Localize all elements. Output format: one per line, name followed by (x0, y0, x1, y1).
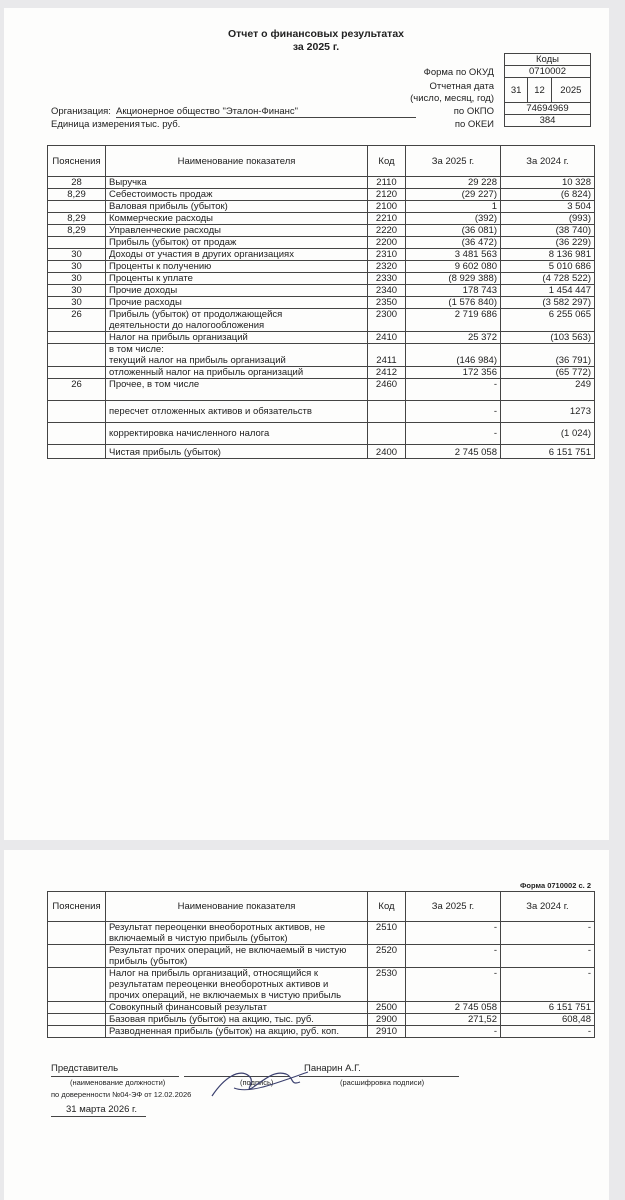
table-row: в том числе: текущий налог на прибыль организаций 2411 (146 984) (36 791) (48, 344, 595, 367)
codes-table (504, 53, 591, 127)
okpo-code: 74694969 (505, 103, 591, 115)
header-notes: Пояснения (48, 892, 106, 922)
header-code: Код (368, 146, 406, 177)
table-row: 8,29 Управленческие расходы 2220 (36 081) (38 740) (48, 225, 595, 237)
table-row: 28 Выручка 2110 29 228 10 328 (48, 177, 595, 189)
comprehensive-results-table (47, 891, 595, 1038)
date-month: 12 (528, 78, 551, 103)
okei-label: по ОКЕИ (454, 119, 494, 130)
decode-line (299, 1076, 459, 1077)
sign-date: 31 марта 2026 г. (66, 1104, 137, 1115)
org-name: Акционерное общество "Эталон-Финанс" (116, 106, 416, 118)
table-row: 26 Прибыль (убыток) от продолжающейся деятельности до налогообложения 2300 2 719 686 6 255 065 (48, 309, 595, 332)
header-code: Код (368, 892, 406, 922)
table-row: отложенный налог на прибыль организаций 2412 172 356 (65 772) (48, 367, 595, 379)
caption-decode: (расшифровка подписи) (340, 1078, 425, 1087)
table-row: 30 Доходы от участия в других организациях 2310 3 481 563 8 136 981 (48, 249, 595, 261)
org-label: Организация: (51, 106, 111, 117)
date-day: 31 (505, 78, 528, 103)
table-row: 30 Прочие расходы 2350 (1 576 840) (3 582 297) (48, 297, 595, 309)
caption-position: (наименование должности) (70, 1078, 166, 1087)
date-label: Отчетная дата (429, 81, 494, 92)
header-name: Наименование показателя (106, 146, 368, 177)
date-year: 2025 (551, 78, 590, 103)
okud-code: 0710002 (505, 66, 591, 78)
table-row: 8,29 Коммерческие расходы 2210 (392) (993) (48, 213, 595, 225)
okei-code: 384 (505, 115, 591, 127)
caption-signature: (подпись) (240, 1078, 274, 1087)
representative-label: Представитель (51, 1063, 119, 1074)
table-row: 30 Проценты к уплате 2330 (8 929 388) (4 728 522) (48, 273, 595, 285)
header-notes: Пояснения (48, 146, 106, 177)
codes-header: Коды (505, 54, 591, 66)
table-row: Результат прочих операций, не включаемый в чистую прибыль (убыток) 2520 - - (48, 945, 595, 968)
table-row: корректировка начисленного налога - (1 024) (48, 423, 595, 445)
table-row: 30 Прочие доходы 2340 178 743 1 454 447 (48, 285, 595, 297)
sign-date-line (51, 1116, 146, 1117)
report-period: за 2025 г. (292, 41, 340, 53)
table-row: 8,29 Себестоимость продаж 2120 (29 227) (6 824) (48, 189, 595, 201)
handwritten-signature-icon (204, 1058, 314, 1103)
table-row: Налог на прибыль организаций, относящийся к результатам переоценки внеоборотных активов и прочих операций, не включаемых в чистую прибыль 2530 - - (48, 968, 595, 1002)
okud-label: Форма по ОКУД (423, 67, 494, 78)
report-page-2 (4, 850, 609, 1200)
header-2024: За 2024 г. (501, 146, 595, 177)
table-row: 26 Прочее, в том числе 2460 - 249 (48, 379, 595, 401)
date-label-format: (число, месяц, год) (410, 93, 494, 104)
table-row: пересчет отложенных активов и обязательств - 1273 (48, 401, 595, 423)
table-row: Чистая прибыль (убыток) 2400 2 745 058 6 151 751 (48, 445, 595, 459)
okpo-label: по ОКПО (453, 106, 494, 117)
position-line (51, 1076, 179, 1077)
table-row: Базовая прибыль (убыток) на акцию, тыс. руб. 2900 271,52 608,48 (48, 1014, 595, 1026)
table-row: Результат переоценки внеоборотных активов, не включаемый в чистую прибыль (убыток) 2510 - - (48, 922, 595, 945)
power-of-attorney: по доверенности №04-ЭФ от 12.02.2026 (51, 1090, 192, 1099)
table-row: Налог на прибыль организаций 2410 25 372 (103 563) (48, 332, 595, 344)
financial-results-table (47, 145, 595, 459)
table-row: Прибыль (убыток) от продаж 2200 (36 472) (36 229) (48, 237, 595, 249)
header-name: Наименование показателя (106, 892, 368, 922)
header-2025: За 2025 г. (406, 146, 501, 177)
table-row: 30 Проценты к получению 2320 9 602 080 5 010 686 (48, 261, 595, 273)
representative-name: Панарин А.Г. (304, 1063, 361, 1074)
report-page-1 (4, 8, 609, 840)
table-row: Совокупный финансовый результат 2500 2 745 058 6 151 751 (48, 1002, 595, 1014)
table-row: Валовая прибыль (убыток) 2100 1 3 504 (48, 201, 595, 213)
unit-label: Единица измерения (51, 119, 140, 130)
header-2024: За 2024 г. (501, 892, 595, 922)
report-title: Отчет о финансовых результатах (227, 28, 404, 40)
unit-value: тыс. руб. (141, 119, 181, 130)
table-row: Разводненная прибыль (убыток) на акцию, руб. коп. 2910 - - (48, 1026, 595, 1038)
form-reference: Форма 0710002 с. 2 (520, 881, 591, 890)
header-2025: За 2025 г. (406, 892, 501, 922)
